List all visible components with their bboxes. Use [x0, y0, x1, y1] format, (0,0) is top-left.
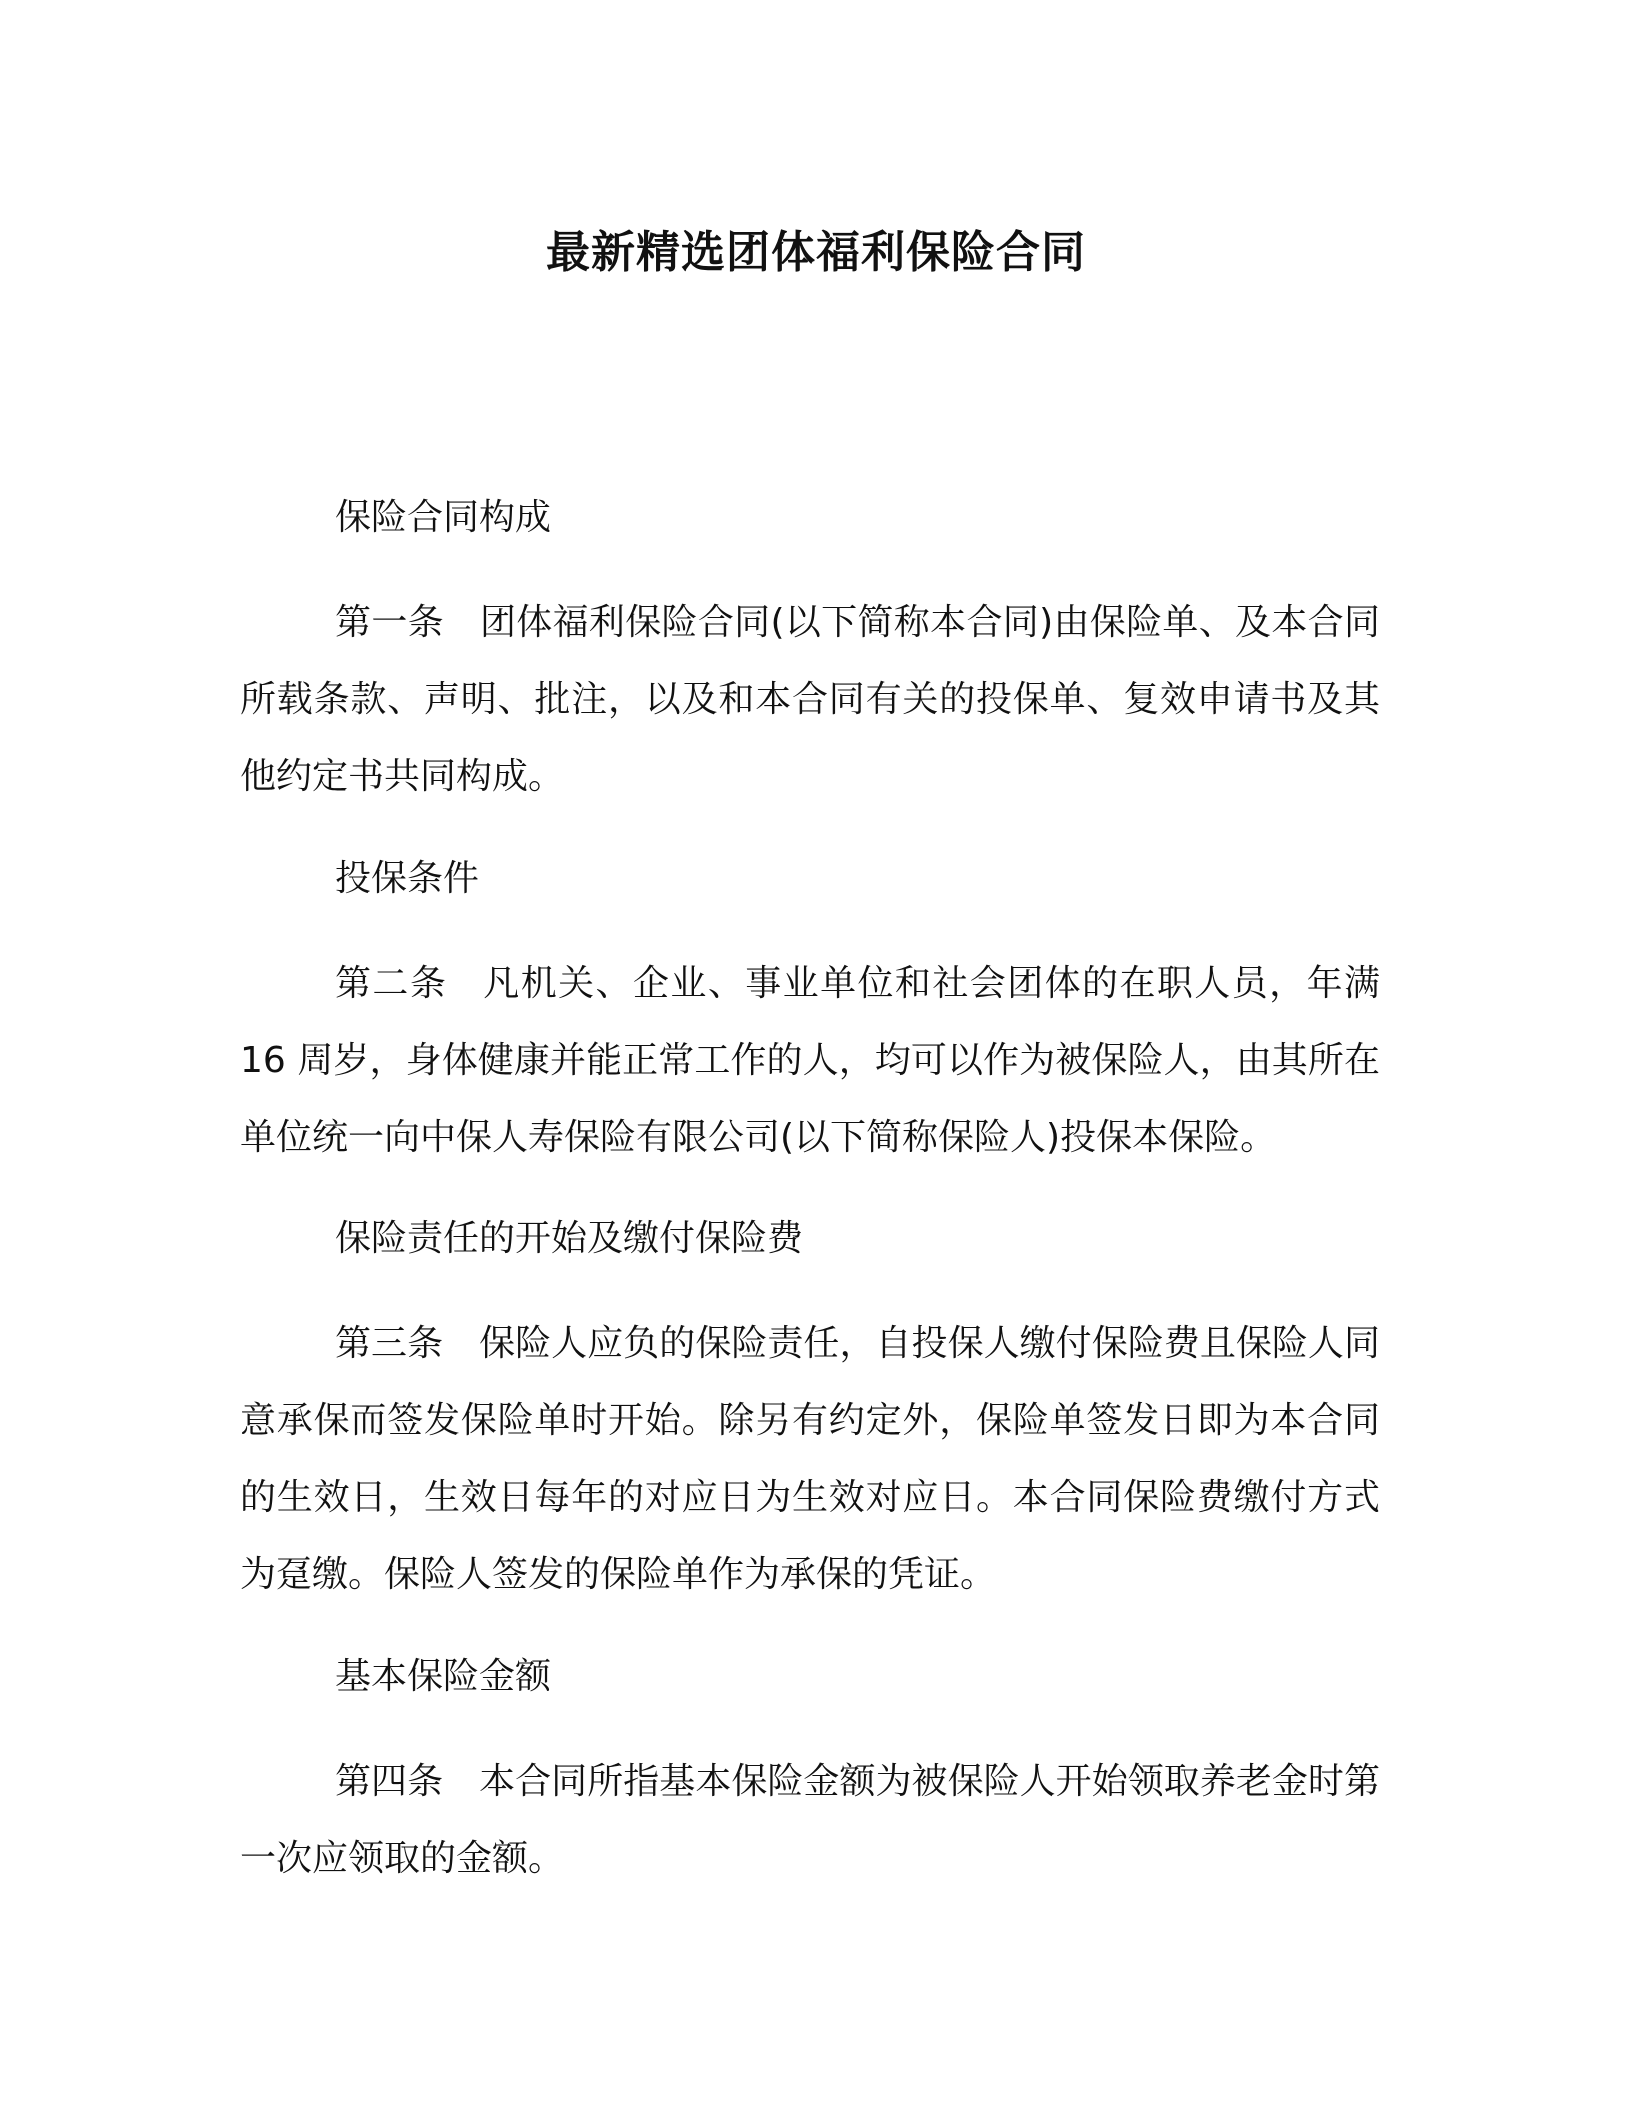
article-number: 第三条: [335, 1323, 444, 1364]
document-title: 最新精选团体福利保险合同: [546, 227, 1086, 278]
section-heading-liability-start: 保险责任的开始及缴付保险费: [335, 1218, 804, 1259]
article-4-paragraph: [240, 1743, 1380, 1897]
article-text: 保险人应负的保险责任，自投保人缴付保险费且保险人同意承保而签发保险单时开始。除另有约定外，保险单签发日即为本合同的生效日，生效日每年的对应日为生效对应日。本合同保险费缴付方式为趸缴。保险人签发的保险单作为承保的凭证。: [240, 1323, 1380, 1595]
article-1-paragraph: [240, 584, 1380, 815]
section-heading-eligibility: 投保条件: [335, 858, 480, 899]
article-number: 第四条: [335, 1761, 444, 1802]
article-number: 第一条: [335, 602, 444, 643]
article-text: 本合同所指基本保险金额为被保险人开始领取养老金时第一次应领取的金额。: [240, 1761, 1380, 1879]
article-number: 第二条: [335, 963, 448, 1004]
article-text: 凡机关、企业、事业单位和社会团体的在职人员，年满16 周岁，身体健康并能正常工作的人，均可以作为被保险人，由其所在单位统一向中保人寿保险有限公司(以下简称保险人)投保本保险。: [240, 963, 1380, 1158]
article-2-paragraph: [240, 945, 1380, 1176]
article-3-paragraph: [240, 1305, 1380, 1613]
section-heading-composition: 保险合同构成: [335, 497, 552, 538]
section-heading-basic-amount: 基本保险金额: [335, 1656, 552, 1697]
article-text: 团体福利保险合同(以下简称本合同)由保险单、及本合同所载条款、声明、批注，以及和本合同有关的投保单、复效申请书及其他约定书共同构成。: [240, 602, 1380, 797]
